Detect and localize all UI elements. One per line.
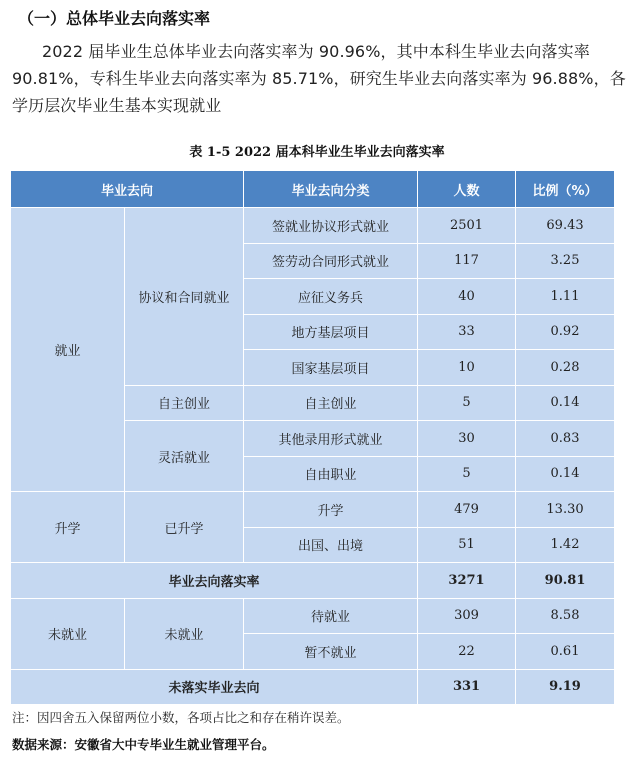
row-count: 309 [418, 598, 516, 634]
row-count: 51 [418, 527, 516, 563]
section-heading: （一）总体毕业去向落实率 [18, 9, 211, 28]
table-row [11, 492, 615, 528]
row-count: 2501 [418, 208, 516, 244]
subgroup-flexible: 灵活就业 [125, 421, 244, 492]
row-category: 升学 [244, 492, 418, 528]
row-ratio: 0.92 [516, 314, 615, 350]
total-unimplemented-row [11, 669, 615, 705]
row-count: 30 [418, 421, 516, 457]
total-implemented-label: 毕业去向落实率 [11, 563, 418, 599]
header-destination: 毕业去向 [11, 171, 244, 208]
summary-paragraph: 2022 届毕业生总体毕业去向落实率为 90.96%，其中本科生毕业去向落实率 90.81%，专科生毕业去向落实率为 85.71%，研究生毕业去向落实率为 96.88%，各学历层次毕业生基本实现就业 [12, 42, 626, 115]
row-count: 22 [418, 634, 516, 670]
row-ratio: 9.19 [516, 669, 615, 705]
row-category: 签劳动合同形式就业 [244, 243, 418, 279]
row-ratio: 8.58 [516, 598, 615, 634]
subgroup-enrolled: 已升学 [125, 492, 244, 563]
row-ratio: 0.14 [516, 456, 615, 492]
row-category: 自由职业 [244, 456, 418, 492]
header-ratio: 比例（%） [516, 171, 615, 208]
row-ratio: 13.30 [516, 492, 615, 528]
total-implemented-row [11, 563, 615, 599]
row-category: 自主创业 [244, 385, 418, 421]
row-count: 331 [418, 669, 516, 705]
row-category: 地方基层项目 [244, 314, 418, 350]
row-count: 10 [418, 350, 516, 386]
row-category: 应征义务兵 [244, 279, 418, 315]
header-count: 人数 [418, 171, 516, 208]
header-category: 毕业去向分类 [244, 171, 418, 208]
row-ratio: 1.42 [516, 527, 615, 563]
row-count: 33 [418, 314, 516, 350]
row-ratio: 90.81 [516, 563, 615, 599]
total-unimplemented-label: 未落实毕业去向 [11, 669, 418, 705]
subgroup-contract: 协议和合同就业 [125, 208, 244, 386]
row-ratio: 69.43 [516, 208, 615, 244]
row-ratio: 0.14 [516, 385, 615, 421]
row-count: 5 [418, 456, 516, 492]
table-row [11, 598, 615, 634]
row-category: 国家基层项目 [244, 350, 418, 386]
row-category: 签就业协议形式就业 [244, 208, 418, 244]
data-source: 数据来源：安徽省大中专毕业生就业管理平台。 [12, 737, 275, 752]
row-category: 待就业 [244, 598, 418, 634]
row-ratio: 0.28 [516, 350, 615, 386]
row-count: 117 [418, 243, 516, 279]
row-ratio: 1.11 [516, 279, 615, 315]
row-count: 40 [418, 279, 516, 315]
subgroup-self-employed: 自主创业 [125, 385, 244, 421]
row-count: 3271 [418, 563, 516, 599]
row-ratio: 0.61 [516, 634, 615, 670]
group-unemployed: 未就业 [11, 598, 125, 669]
subgroup-unemployed: 未就业 [125, 598, 244, 669]
row-category: 暂不就业 [244, 634, 418, 670]
table-caption: 表 1-5 2022 届本科毕业生毕业去向落实率 [189, 145, 445, 160]
table-header-row [11, 171, 615, 208]
table-row [11, 208, 615, 244]
row-count: 479 [418, 492, 516, 528]
footnote: 注：因四舍五入保留两位小数，各项占比之和存在稍许误差。 [12, 710, 350, 725]
row-count: 5 [418, 385, 516, 421]
employment-rate-table [10, 170, 615, 705]
group-further-study: 升学 [11, 492, 125, 563]
row-ratio: 0.83 [516, 421, 615, 457]
row-ratio: 3.25 [516, 243, 615, 279]
row-category: 其他录用形式就业 [244, 421, 418, 457]
group-employment: 就业 [11, 208, 125, 492]
row-category: 出国、出境 [244, 527, 418, 563]
